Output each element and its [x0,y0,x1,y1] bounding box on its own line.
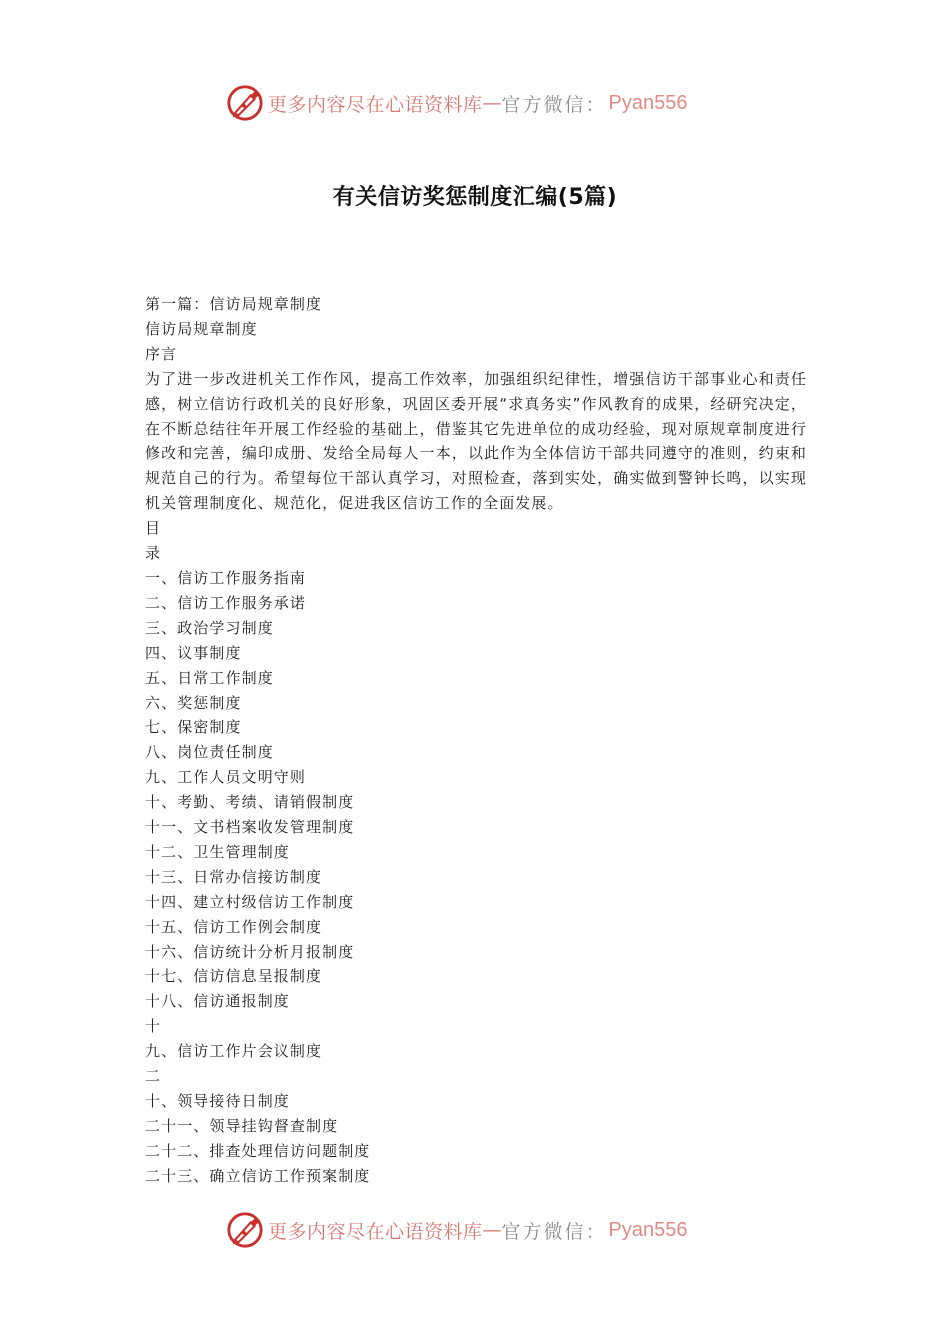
toc-item: 九、工作人员文明守则 [145,768,307,787]
table-of-contents [145,566,807,1189]
toc-item: 十 [145,1017,162,1036]
banner-separator: — [482,92,502,114]
toc-heading-part-1: 目 [145,519,162,538]
footer-banner [226,1208,688,1252]
toc-item: 十、考勤、考绩、请销假制度 [145,793,355,812]
banner-separator: — [482,1219,502,1241]
document-title: 有关信访奖惩制度汇编(5篇) [332,185,618,210]
toc-item: 二、信访工作服务承诺 [145,593,307,612]
toc-item: 二十三、确立信访工作预案制度 [145,1166,371,1185]
document-body [145,292,807,1189]
toc-heading-part-2: 录 [145,544,162,563]
toc-item: 十、领导接待日制度 [145,1092,290,1110]
toc-item: 二十二、排查处理信访问题制度 [145,1141,371,1160]
toc-item: 十一、文书档案收发管理制度 [145,818,355,837]
pen-nib-logo-icon [226,1211,264,1249]
toc-item: 八、岗位责任制度 [145,743,274,762]
toc-item: 二十一、领导挂钩督查制度 [145,1116,339,1135]
preface-paragraph: 为了进一步改进机关工作作风，提高工作效率，加强组织纪律性，增强信访干部事业心和责任感，树立信访行政机关的良好形象，巩固区委开展“求真务实”作风教育的成果，经研究决定，在不断总结往年开展工作经验的基础上，借鉴其它先进单位的成功经验，现对原规章制度进行修改和完善，编印成册、发给全局每人一本，以此作为全体信访干部共同遵守的准则，约束和规范自己的行为。希望每位干部认真学习，对照检查，落到实处，确实做到警钟长鸣，以实现机关管理制度化、规范化，促进我区信访工作的全面发展。 [145,369,807,513]
banner-wechat-id: Pyan556 [608,91,688,114]
chapter-heading: 第一篇：信访局规章制度 [145,295,323,313]
banner-wechat-label: 官方微信： [501,1220,607,1243]
toc-item: 十四、建立村级信访工作制度 [145,892,355,911]
banner-wechat-label: 官方微信： [501,93,607,116]
banner-main-text: 更多内容尽在心语资料库 [268,1220,483,1243]
toc-item: 七、保密制度 [145,718,242,737]
toc-item: 九、信访工作片会议制度 [145,1042,323,1061]
toc-item: 十二、卫生管理制度 [145,842,290,861]
toc-item: 六、奖惩制度 [145,693,242,712]
toc-item: 三、政治学习制度 [145,618,274,637]
toc-item: 二 [145,1067,162,1086]
toc-item: 十六、信访统计分析月报制度 [145,942,355,961]
toc-item: 十三、日常办信接访制度 [145,867,323,886]
toc-item: 十七、信访信息呈报制度 [145,967,323,986]
toc-item: 十五、信访工作例会制度 [145,917,323,936]
header-banner [226,81,688,125]
pen-nib-logo-icon [226,84,264,122]
toc-item: 一、信访工作服务指南 [145,568,307,587]
preface-heading: 序言 [145,344,178,363]
subtitle: 信访局规章制度 [145,319,258,338]
banner-main-text: 更多内容尽在心语资料库 [268,93,483,116]
banner-wechat-id: Pyan556 [608,1218,688,1241]
toc-item: 十八、信访通报制度 [145,992,290,1011]
toc-item: 四、议事制度 [145,643,242,662]
toc-item: 五、日常工作制度 [145,668,274,687]
